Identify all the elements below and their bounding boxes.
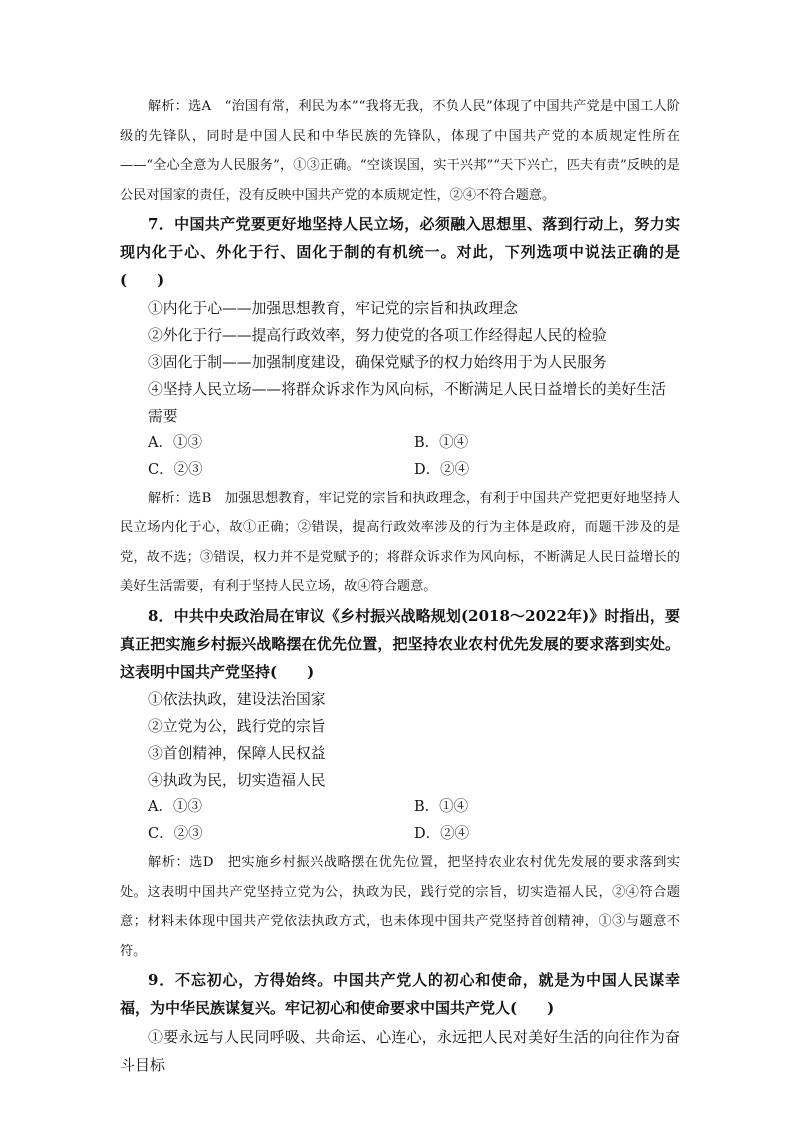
question-9-stem: 9．不忘初心，方得始终。中国共产党人的初心和使命，就是为中国人民谋幸福，为中华民族谋复兴。牢记初心和使命要求中国共产党人( ) [120,971,680,1018]
question-8-option-b: B．①④ [414,799,469,816]
question-8-option-d: D．②④ [414,826,470,843]
question-7-item-3: ③固化于制——加强制度建设，确保党赋予的权力始终用于为人民服务 [148,353,607,371]
question-8-item-2: ②立党为公，践行党的宗旨 [148,718,326,736]
question-8-item-3: ③首创精神，保障人民权益 [148,745,326,763]
question-8-option-c: C．②③ [148,826,203,843]
question-7-item-1: ①内化于心——加强思想教育，牢记党的宗旨和执政理念 [148,299,518,317]
answer-analysis-7: 解析：选B 加强思想教育，牢记党的宗旨和执政理念，有利于中国共产党把更好地坚持人民立场内化于心，故①正确；②错误，提高行政效率涉及的行为主体是政府，而题干涉及的是党，故不选；③错误，权力并不是党赋予的；将群众诉求作为风向标，不断满足人民日益增长的美好生活需要，有利于坚持人民立场，故④符合题意。 [120,490,680,595]
question-7-option-c: C．②③ [148,461,203,478]
question-8-options-row-1 [120,794,680,821]
question-8-stem: 8．中共中央政治局在审议《乡村振兴战略规划(2018～2022年)》时指出，要真正把实施乡村振兴战略摆在优先位置，把坚持农业农村优先发展的要求落到实处。这表明中国共产党坚持( ) [120,606,680,682]
answer-analysis-8: 解析：选D 把实施乡村振兴战略摆在优先位置，把坚持农业农村优先发展的要求落到实处。这表明中国共产党坚持立党为公，执政为民，践行党的宗旨，切实造福人民，②④符合题意；材料未体现中国共产党依法执政方式，也未体现中国共产党坚持首创精神，①③与题意不符。 [120,855,680,959]
question-7-option-b: B．①④ [414,434,469,451]
question-7-options-row-1 [120,430,680,457]
question-8-item-1: ①依法执政，建设法治国家 [148,691,326,709]
question-8-option-a: A．①③ [148,799,202,816]
answer-analysis-6: 解析：选A “治国有常，利民为本”“我将无我，不负人民”体现了中国共产党是中国工人阶级的先锋队，同时是中国人民和中华民族的先锋队，体现了中国共产党的本质规定性所在——“全心全意为人民服务”，①③正确。“空谈误国，实干兴邦”“天下兴亡，匹夫有责”反映的是公民对国家的责任，没有反映中国共产党的本质规定性，②④不符合题意。 [120,99,680,203]
question-9-item-1: ①要永远与人民同呼吸、共命运、心连心，永远把人民对美好生活的向往作为奋斗目标 [120,1027,680,1074]
question-8-item-4: ④执政为民，切实造福人民 [148,772,326,790]
question-7-item-4: ④坚持人民立场——将群众诉求作为风向标，不断满足人民日益增长的美好生活需要 [148,380,666,425]
question-7-option-d: D．②④ [414,461,470,478]
question-7-item-2: ②外化于行——提高行政效率，努力使党的各项工作经得起人民的检验 [148,326,607,344]
question-7-stem: 7．中国共产党要更好地坚持人民立场，必须融入思想里、落到行动上，努力实现内化于心、外化于行、固化于制的有机统一。对此，下列选项中说法正确的是( ) [120,215,680,290]
question-8-options-row-2 [120,821,680,848]
question-7-options-row-2 [120,457,680,484]
question-7-option-a: A．①③ [148,434,202,451]
page-content [120,92,680,1079]
